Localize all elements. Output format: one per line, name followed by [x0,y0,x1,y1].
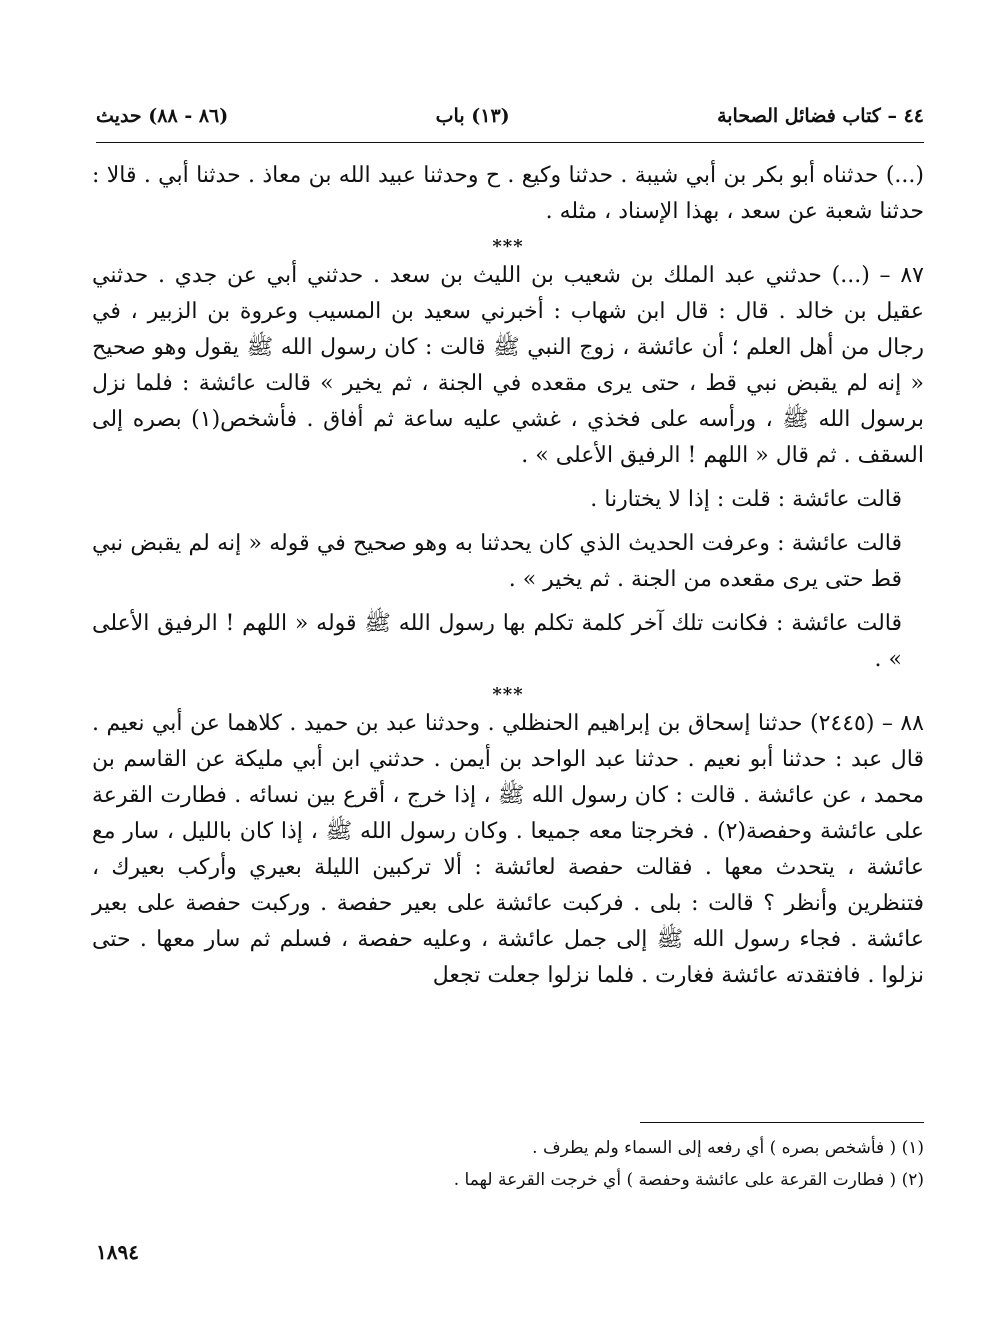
section-separator: *** [492,236,524,257]
footnote-divider [640,1122,924,1123]
main-text [92,158,924,1002]
section-separator-2: *** [492,684,524,705]
footnotes [300,1132,924,1196]
page-header [96,96,924,136]
header-chapter: (١٣) باب [435,105,510,127]
hadith-88: ٨٨ – (٢٤٤٥) حدثنا إسحاق بن إبراهيم الحنظلي . وحدثنا عبد بن حميد . كلاهما عن أبي نعيم . قال عبد : حدثنا أبو نعيم . حدثنا عبد الواحد بن أيمن . حدثني ابن أبي مليكة عن القاسم بن محمد ، عن عائشة . قالت : كان رسول الله ﷺ ، إذا خرج ، أقرع بين نسائه . فطارت القرعة على عائشة وحفصة(٢) . فخرجتا معه جميعا . وكان رسول الله ﷺ ، إذا كان بالليل ، سار مع عائشة ، يتحدث معها . فقالت حفصة لعائشة : ألا تركبين الليلة بعيري وأركب بعيرك ، فتنظرين وأنظر ؟ قالت : بلى . فركبت عائشة على بعير حفصة . وركبت حفصة على بعير عائشة . فجاء رسول الله ﷺ إلى جمل عائشة ، وعليه حفصة ، فسلم ثم سار معها . حتى نزلوا . فافتقدته عائشة فغارت . فلما نزلوا جعلت تجعل [92,711,924,988]
header-hadith-range: (٨٦ - ٨٨) حديث [96,105,229,127]
header-divider [96,142,924,143]
paragraph-chain-1: (...) حدثناه أبو بكر بن أبي شيبة . حدثنا وكيع . ح وحدثنا عبيد الله بن معاذ . حدثنا أبي . قالا : حدثنا شعبة عن سعد ، بهذا الإسناد ، مثله . [92,163,924,224]
footnote-1: (١) ( فأشخص بصره ) أي رفعه إلى السماء ولم يطرف . [532,1138,924,1158]
hadith-87-aisha-3: قالت عائشة : فكانت تلك آخر كلمة تكلم بها رسول الله ﷺ قوله « اللهم ! الرفيق الأعلى » . [92,611,902,672]
page-number: ١٨٩٤ [96,1240,139,1264]
footnote-2: (٢) ( فطارت القرعة على عائشة وحفصة ) أي خرجت القرعة لهما . [453,1170,924,1190]
hadith-87: ٨٧ – (...) حدثني عبد الملك بن شعيب بن الليث بن سعد . حدثني أبي عن جدي . حدثني عقيل بن خالد . قال : قال ابن شهاب : أخبرني سعيد بن المسيب وعروة بن الزبير ، في رجال من أهل العلم ؛ أن عائشة ، زوج النبي ﷺ قالت : كان رسول الله ﷺ يقول وهو صحيح « إنه لم يقبض نبي قط ، حتى يرى مقعده في الجنة ، ثم يخير » قالت عائشة : فلما نزل برسول الله ﷺ ، ورأسه على فخذي ، غشي عليه ساعة ثم أفاق . فأشخص(١) بصره إلى السقف . ثم قال « اللهم ! الرفيق الأعلى » . [92,263,924,468]
hadith-87-aisha-1: قالت عائشة : قلت : إذا لا يختارنا . [590,487,902,512]
hadith-87-aisha-2: قالت عائشة : وعرفت الحديث الذي كان يحدثنا به وهو صحيح في قوله « إنه لم يقبض نبي قط حتى يرى مقعده من الجنة . ثم يخير » . [92,531,902,592]
header-book-title: ٤٤ – كتاب فضائل الصحابة [717,105,924,127]
